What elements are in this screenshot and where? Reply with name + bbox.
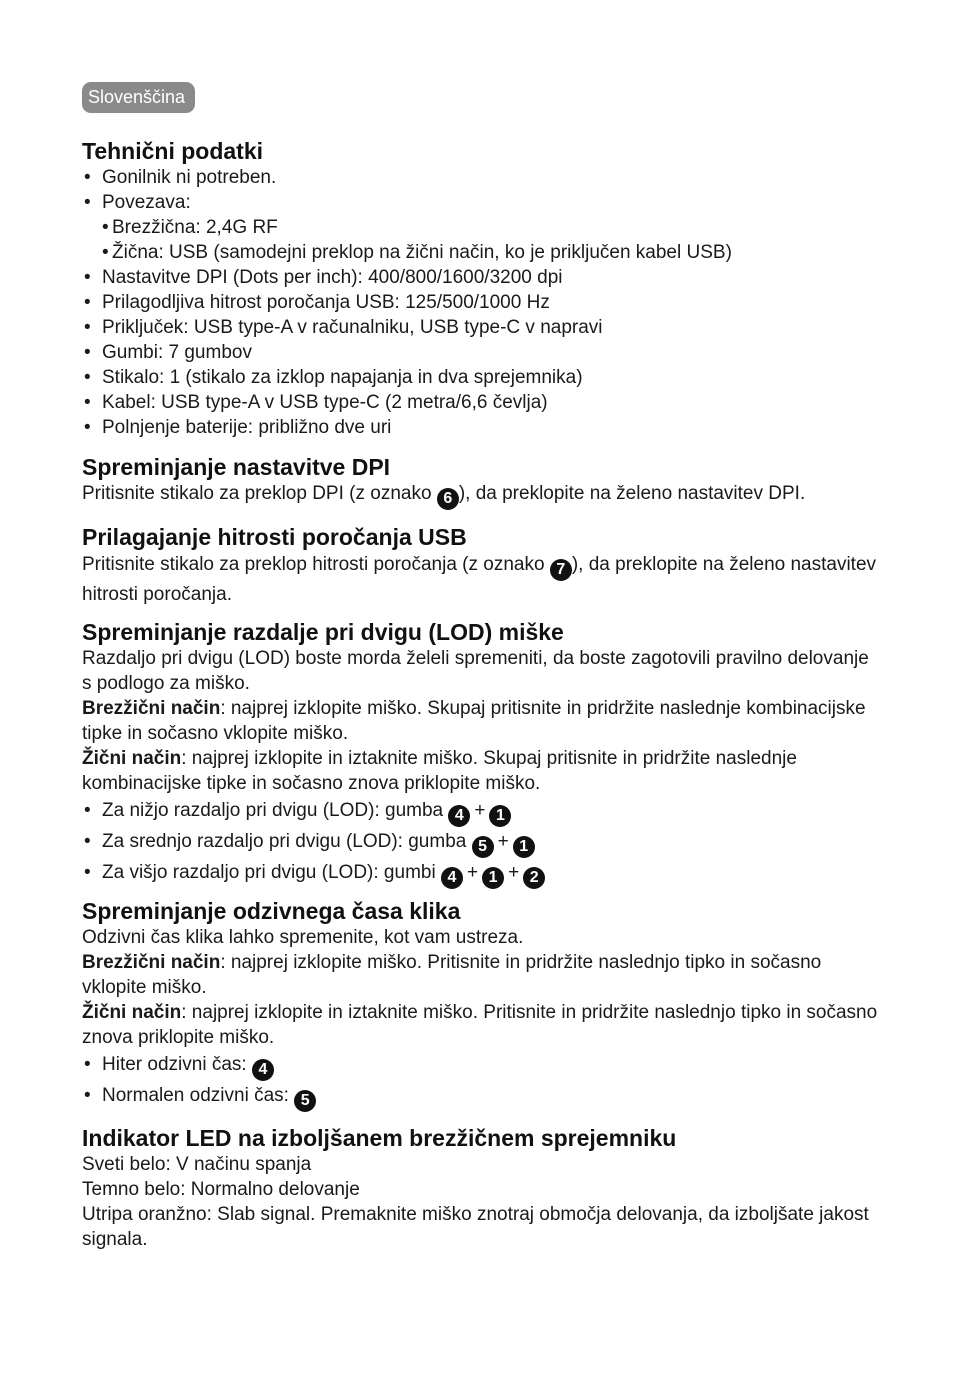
paragraph bbox=[82, 481, 882, 510]
list-item: • Polnjenje baterije: približno dve uri bbox=[82, 415, 882, 440]
paragraph: Temno belo: Normalno delovanje bbox=[82, 1179, 360, 1200]
button-number-badge: 5 bbox=[294, 1090, 316, 1112]
button-number-badge: 1 bbox=[513, 836, 535, 858]
list-item: • Povezava: bbox=[82, 190, 882, 215]
list-item bbox=[82, 796, 882, 827]
section-usb-rate bbox=[82, 523, 882, 608]
text: Za srednjo razdaljo pri dvigu (LOD): gumba bbox=[102, 831, 472, 852]
list-item: • Stikalo: 1 (stikalo za izklop napajanja in dva sprejemnika) bbox=[82, 365, 882, 390]
plus-sign: + bbox=[474, 800, 486, 821]
list-item: • Nastavitve DPI (Dots per inch): 400/800/1600/3200 dpi bbox=[82, 265, 882, 290]
paragraph bbox=[82, 950, 882, 1000]
mode-label: Brezžični način bbox=[82, 698, 221, 719]
list-item bbox=[82, 858, 882, 889]
list-subitem: • Žična: USB (samodejni preklop na žični način, ko je priključen kabel USB) bbox=[82, 240, 882, 265]
spec-list bbox=[82, 165, 882, 440]
text: ), da preklopite na želeno nastavitev hitrosti poročanja. bbox=[82, 554, 877, 605]
section-led-indicator bbox=[82, 1124, 882, 1252]
list-subitem: • Brezžična: 2,4G RF bbox=[82, 215, 882, 240]
paragraph bbox=[82, 696, 882, 746]
paragraph: Sveti belo: V načinu spanja bbox=[82, 1154, 312, 1175]
button-number-badge: 4 bbox=[441, 867, 463, 889]
paragraph: Utripa oranžno: Slab signal. Premaknite miško znotraj območja delovanja, da izboljšate jakost signala. bbox=[82, 1204, 869, 1250]
list-item: • Prilagodljiva hitrost poročanja USB: 125/500/1000 Hz bbox=[82, 290, 882, 315]
button-number-badge: 1 bbox=[489, 805, 511, 827]
section-heading: Indikator LED na izboljšanem brezžičnem sprejemniku bbox=[82, 1125, 677, 1151]
text: Za nižjo razdaljo pri dvigu (LOD): gumba bbox=[102, 800, 449, 821]
mode-label: Brezžični način bbox=[82, 952, 221, 973]
list-item: • Gumbi: 7 gumbov bbox=[82, 340, 882, 365]
list-item: • Priključek: USB type-A v računalniku, USB type-C v napravi bbox=[82, 315, 882, 340]
text: : najprej izklopite miško. Pritisnite in pridržite naslednjo tipko in sočasno vklopite miško. bbox=[82, 952, 822, 998]
text: Hiter odzivni čas: bbox=[102, 1054, 252, 1075]
paragraph bbox=[82, 551, 882, 608]
text: Pritisnite stikalo za preklop hitrosti poročanja (z oznako bbox=[82, 554, 550, 575]
section-lod bbox=[82, 618, 882, 889]
list-item bbox=[82, 1081, 882, 1112]
section-heading: Spreminjanje nastavitve DPI bbox=[82, 454, 391, 480]
list-item: • Kabel: USB type-A v USB type-C (2 metra/6,6 čevlja) bbox=[82, 390, 882, 415]
click-list bbox=[82, 1050, 882, 1112]
lod-list bbox=[82, 796, 882, 889]
section-heading: Spreminjanje razdalje pri dvigu (LOD) miške bbox=[82, 619, 564, 645]
text: ), da preklopite na želeno nastavitev DPI. bbox=[458, 483, 806, 504]
mode-label: Žični način bbox=[82, 1002, 182, 1023]
text: Pritisnite stikalo za preklop DPI (z oznako bbox=[82, 483, 437, 504]
section-click-response bbox=[82, 897, 882, 1112]
mode-label: Žični način bbox=[82, 748, 182, 769]
button-number-badge: 4 bbox=[448, 805, 470, 827]
document-page bbox=[82, 82, 882, 1252]
paragraph bbox=[82, 746, 882, 796]
language-badge: Slovenščina bbox=[82, 82, 195, 113]
plus-sign: + bbox=[497, 831, 509, 852]
text: : najprej izklopite miško. Skupaj pritisnite in pridržite naslednje kombinacijske tipke in sočasno vklopite miško. bbox=[82, 698, 866, 744]
text: : najprej izklopite in iztaknite miško. Pritisnite in pridržite naslednjo tipko in sočasno znova priklopite miško. bbox=[82, 1002, 878, 1048]
list-item: • Gonilnik ni potreben. bbox=[82, 165, 882, 190]
list-item bbox=[82, 827, 882, 858]
list-item bbox=[82, 1050, 882, 1081]
paragraph: Odzivni čas klika lahko spremenite, kot vam ustreza. bbox=[82, 927, 524, 948]
button-number-badge: 2 bbox=[523, 867, 545, 889]
plus-sign: + bbox=[508, 862, 520, 883]
text: : najprej izklopite in iztaknite miško. Skupaj pritisnite in pridržite naslednje kombinacijske tipke in sočasno znova priklopite miško. bbox=[82, 748, 797, 794]
section-heading: Tehnični podatki bbox=[82, 138, 264, 164]
button-number-badge: 7 bbox=[550, 559, 572, 581]
button-number-badge: 1 bbox=[482, 867, 504, 889]
section-heading: Spreminjanje odzivnega časa klika bbox=[82, 898, 461, 924]
button-number-badge: 5 bbox=[472, 836, 494, 858]
paragraph: Razdaljo pri dvigu (LOD) boste morda želeli spremeniti, da boste zagotovili pravilno delovanje s podlogo za miško. bbox=[82, 648, 869, 694]
text: Normalen odzivni čas: bbox=[102, 1085, 295, 1106]
section-specs bbox=[82, 137, 882, 440]
plus-sign: + bbox=[466, 862, 479, 883]
section-dpi bbox=[82, 453, 882, 510]
button-number-badge: 6 bbox=[437, 488, 459, 510]
text: Za višjo razdaljo pri dvigu (LOD): gumbi bbox=[102, 862, 441, 883]
button-number-badge: 4 bbox=[252, 1059, 274, 1081]
paragraph bbox=[82, 1000, 882, 1050]
section-heading: Prilagajanje hitrosti poročanja USB bbox=[82, 524, 467, 550]
